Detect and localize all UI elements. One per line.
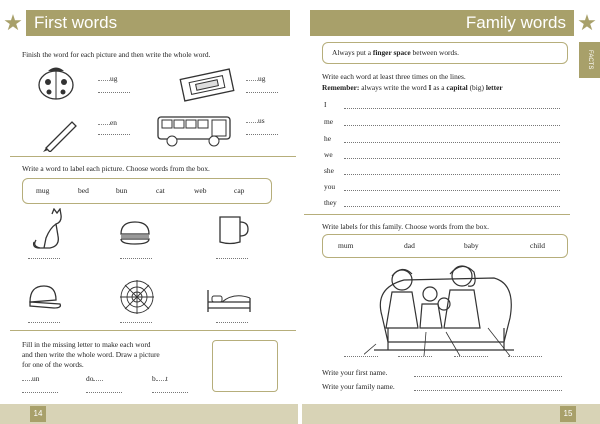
practice-line[interactable]: [344, 125, 560, 126]
practice-line[interactable]: [344, 108, 560, 109]
first-name-prompt: Write your first name.: [322, 368, 388, 377]
practice-line[interactable]: [344, 174, 560, 175]
right-header: [310, 10, 600, 36]
practice-word: he: [324, 134, 331, 143]
missing-instruction-line: for one of the words.: [22, 360, 84, 369]
word-box-item: child: [530, 241, 545, 250]
pen-picture: [40, 116, 80, 152]
family-name-line[interactable]: [414, 390, 562, 391]
cat-picture: [30, 208, 66, 250]
word-box-item: mum: [338, 241, 354, 250]
word-box-item: cap: [234, 186, 245, 195]
family-label-line[interactable]: [398, 356, 432, 357]
missing-word: do: [86, 374, 94, 383]
bus-picture: [156, 114, 232, 148]
family-name-prompt: Write your family name.: [322, 382, 395, 391]
practice-word: me: [324, 117, 334, 126]
answer-line[interactable]: [98, 92, 130, 93]
word-box-item: bed: [78, 186, 89, 195]
star-icon: ★: [574, 10, 600, 36]
answer-line[interactable]: [246, 92, 278, 93]
right-page-title: Family words: [465, 13, 566, 32]
answer-line[interactable]: [98, 134, 130, 135]
mug-picture: [216, 214, 250, 246]
word-ending: en: [110, 118, 117, 127]
word-box-item: bun: [116, 186, 128, 195]
web-picture: [118, 278, 156, 316]
left-header: [0, 10, 290, 36]
right-footer: [302, 404, 600, 424]
tip-text: Always put a finger space between words.: [332, 48, 459, 57]
word-ending: us: [258, 116, 265, 125]
left-page-title: First words: [34, 13, 118, 32]
answer-line[interactable]: [120, 322, 152, 323]
left-page-number: 14: [30, 406, 46, 422]
word-box-item: dad: [404, 241, 415, 250]
practice-word: they: [324, 198, 337, 207]
practice-word: you: [324, 182, 336, 191]
missing-word: un: [32, 374, 40, 383]
label-instruction: Write a word to label each picture. Choose words from the box.: [22, 164, 210, 173]
first-name-line[interactable]: [414, 376, 562, 377]
right-page-number: 15: [560, 406, 576, 422]
family-picture: [364, 258, 524, 358]
facts-tab[interactable]: FACTS: [579, 42, 600, 78]
ladybird-picture: [34, 64, 78, 102]
missing-instruction-line: and then write the whole word. Draw a picture: [22, 350, 160, 359]
rug-picture: [176, 68, 238, 102]
answer-line[interactable]: [28, 258, 60, 259]
write-instruction: Write each word at least three times on the lines.: [322, 72, 466, 81]
remember-note: Remember: always write the word I as a capital (big) letter: [322, 83, 503, 92]
word-box-item: baby: [464, 241, 479, 250]
answer-line[interactable]: [246, 134, 278, 135]
practice-line[interactable]: [344, 142, 560, 143]
answer-line[interactable]: [22, 392, 58, 393]
answer-line[interactable]: [216, 322, 248, 323]
practice-line[interactable]: [344, 206, 560, 207]
answer-line[interactable]: [86, 392, 122, 393]
word-box-item: web: [194, 186, 207, 195]
practice-word: she: [324, 166, 334, 175]
practice-line[interactable]: [344, 190, 560, 191]
star-icon: ★: [0, 10, 26, 36]
drawing-box[interactable]: [212, 340, 278, 392]
missing-instruction-line: Fill in the missing letter to make each word: [22, 340, 151, 349]
family-label-line[interactable]: [344, 356, 378, 357]
word-box-item: mug: [36, 186, 50, 195]
answer-line[interactable]: [28, 322, 60, 323]
cap-picture: [24, 282, 64, 312]
answer-line[interactable]: [120, 258, 152, 259]
practice-word: I: [324, 100, 327, 109]
word-ending: ug: [258, 74, 266, 83]
answer-line[interactable]: [216, 258, 248, 259]
word-box-item: cat: [156, 186, 165, 195]
answer-line[interactable]: [152, 392, 188, 393]
family-label-line[interactable]: [454, 356, 488, 357]
family-label-line[interactable]: [508, 356, 542, 357]
word-ending: ug: [110, 74, 118, 83]
practice-word: we: [324, 150, 333, 159]
missing-word: b: [152, 374, 156, 383]
bed-picture: [204, 280, 254, 316]
labels-instruction: Write labels for this family. Choose words from the box.: [322, 222, 489, 231]
missing-word: t: [165, 374, 168, 383]
finish-instruction: Finish the word for each picture and then write the whole word.: [22, 50, 211, 59]
bun-picture: [118, 220, 152, 246]
practice-line[interactable]: [344, 158, 560, 159]
